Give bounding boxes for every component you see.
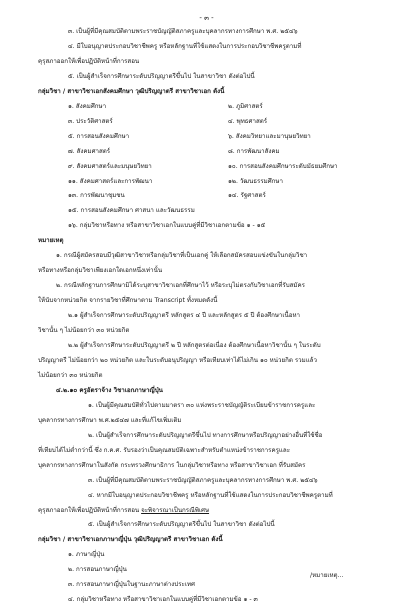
subject-item: ๑๔. รัฐศาสตร์ xyxy=(228,192,266,200)
subject-item: ๓. ประวัติศาสตร์ xyxy=(68,117,113,125)
jp-subject-group-heading: กลุ่มวิชา / สาขาวิชาเอกภาษาญี่ปุ่น วุฒิปริญญาตรี สาขาวิชาเอก ดังนี้ xyxy=(38,536,223,544)
subject-item: ๗. สังคมศาสตร์ xyxy=(68,147,111,155)
section-number: ๔.๒.๑๐ xyxy=(56,386,78,394)
page-number: - ๓ - xyxy=(199,14,214,22)
continuation-note: /หมายเหตุ... xyxy=(310,572,344,579)
subject-item: ๙. สังคมศาสตร์และมนุษยวิทยา xyxy=(68,162,152,170)
requirement-3: ๓. เป็นผู้ที่มีคุณสมบัติตามพระราชบัญญัติสภาครูและบุคลากรทางการศึกษา พ.ศ. ๒๕๔๖ xyxy=(68,28,298,35)
subject-item-15: ๑๕. การสอนสังคมศึกษา ศาสนา และวัฒนธรรม xyxy=(68,207,195,215)
jp-requirement-2-cont: ที่เทียบได้ไม่ต่ำกว่านี้ ซึ่ง ก.ค.ศ. รับรองว่าเป็นคุณสมบัติเฉพาะสำหรับตำแหน่งข้าราชการครูและ xyxy=(38,446,291,454)
subject-item-16: ๑๖. กลุ่มวิชาหรือทาง หรือสาขาวิชาเอกในแบบคู่ที่มีวิชาเอกตามข้อ ๑ - ๑๕ xyxy=(68,222,266,230)
jp-requirement-4: ๔. หากมีใบอนุญาตประกอบวิชาชีพครู หรือหลักฐานที่ใช้แสดงในการประกอบวิชาชีพครูตามที่ xyxy=(88,491,333,499)
note-1-cont: หรือทางหรือกลุ่มวิชาเพียงเอกใดเอกหนึ่งเท่านั้น xyxy=(38,267,163,275)
jp-requirement-2: ๒. เป็นผู้สำเร็จการศึกษาระดับปริญญาตรีขึ้นไป ทางการศึกษาหรือปริญญาอย่างอื่นที่ใช้ชื่อ xyxy=(88,431,323,439)
note-2-2-cont: ปริญญาตรี ไม่น้อยกว่า ๒๐ หน่วยกิต และในระดับอนุปริญญา หรือเทียบเท่าได้ไม่เกิน ๑๐ หน่วยกิต รวมแล้ว xyxy=(38,356,317,364)
note-2: ๒. กรณีหลักฐานการศึกษามิได้ระบุสาขาวิชาเอกที่ศึกษาไว้ หรือระบุไม่ตรงกับวิชาเอกที่รับสมัคร xyxy=(56,282,305,290)
subject-item: ๑. สังคมศึกษา xyxy=(68,102,107,110)
jp-requirement-1-cont: บุคลากรทางการศึกษา พ.ศ.๒๕๔๗ และที่แก้ไขเพิ่มเติม xyxy=(38,416,182,424)
jp-requirement-5: ๕. เป็นผู้สำเร็จการศึกษาระดับปริญญาตรีขึ้นไป ในสาขาวิชา ดังต่อไปนี้ xyxy=(88,521,275,529)
subject-item: ๖. สังคมวิทยาและมานุษยวิทยา xyxy=(228,132,311,140)
subject-item: ๔. พุทธศาสตร์ xyxy=(228,117,268,125)
note-2-2: ๒.๒ ผู้สำเร็จการศึกษาระดับปริญญาตรี ๒ ปี หลักสูตรต่อเนื่อง ต้องศึกษาเนื้อหาวิชานั้น ๆ ในระดับ xyxy=(68,342,321,350)
subject-list xyxy=(38,103,388,201)
subject-group-heading: กลุ่มวิชา / สาขาวิชาเอกสังคมศึกษา วุฒิปริญญาตรี สาขาวิชาเอก ดังนี้ xyxy=(38,87,225,95)
note-2-1-cont: วิชานั้น ๆ ไม่น้อยกว่า ๓๐ หน่วยกิต xyxy=(38,327,130,335)
subject-item: ๘. การพัฒนาสังคม xyxy=(228,147,280,155)
requirement-4-cont: คุรุสภาออกให้เพื่อปฏิบัติหน้าที่การสอน xyxy=(38,57,140,65)
note-label: หมายเหตุ xyxy=(38,237,64,245)
special-consideration-text: จะพิจารณาเป็นกรณีพิเศษ xyxy=(141,506,210,514)
jp-requirement-2-cont2: บุคลากรทางการศึกษาในสังกัด กระทรวงศึกษาธิการ ในกลุ่มวิชาหรือทาง หรือสาขาวิชาเอก ที่รับสมัคร xyxy=(38,461,306,469)
jp-requirement-4-cont xyxy=(38,507,388,515)
subject-item: ๑๒. วัฒนธรรมศึกษา xyxy=(228,177,283,185)
note-2-cont: ให้นับจากหน่วยกิต จากรายวิชาที่ศึกษาตาม Transcript ทั้งหมดดังนี้ xyxy=(38,297,218,305)
subject-item: ๕. การสอนสังคมศึกษา xyxy=(68,132,130,140)
jp-subject-4: ๔. กลุ่มวิชาหรือทาง หรือสาขาวิชาเอกในแบบคู่ที่มีวิชาเอกตามข้อ ๑ - ๓ xyxy=(68,596,258,604)
note-2-2-cont2: ไม่น้อยกว่า ๓๐ หน่วยกิต xyxy=(38,371,103,379)
subject-item: ๑๐. การสอนสังคมศึกษาระดับมัธยมศึกษา xyxy=(228,162,338,170)
section-heading xyxy=(38,387,388,395)
document-body xyxy=(38,28,388,611)
subject-item: ๑๑. สังคมศาสตร์และการพัฒนา xyxy=(68,177,153,185)
jp-requirement-3: ๓. เป็นผู้ที่มีคุณสมบัติตามพระราชบัญญัติสภาครูและบุคลากรทางการศึกษา พ.ศ. ๒๕๔๖ xyxy=(88,476,318,484)
jp-subject-2: ๒. การสอนภาษาญี่ปุ่น xyxy=(68,566,127,574)
section-title: ครูอัตราจ้าง วิชาเอกภาษาญี่ปุ่น xyxy=(79,386,163,394)
requirement-5: ๕. เป็นผู้สำเร็จการศึกษาระดับปริญญาตรีขึ้นไป ในสาขาวิชา ดังต่อไปนี้ xyxy=(68,72,255,80)
subject-item: ๒. ภูมิศาสตร์ xyxy=(228,102,263,110)
note-1: ๑. กรณีผู้สมัครสอบมีวุฒิสาขาวิชาหรือกลุ่มวิชาที่เป็นเอกคู่ ให้เลือกสมัครสอบแข่งขันในกลุ่มวิชา xyxy=(56,252,308,260)
jp-subject-1: ๑. ภาษาญี่ปุ่น xyxy=(68,551,105,559)
jp-subject-3: ๓. การสอนภาษาญี่ปุ่นในฐานะภาษาต่างประเทศ xyxy=(68,581,195,589)
jp-requirement-4-text: คุรุสภาออกให้เพื่อปฏิบัติหน้าที่การสอน xyxy=(38,506,142,514)
subject-item: ๑๓. การพัฒนาชุมชน xyxy=(68,192,125,200)
note-2-1: ๒.๑ ผู้สำเร็จการศึกษาระดับปริญญาตรี หลักสูตร ๔ ปี และหลักสูตร ๕ ปี ต้องศึกษาเนื้อหา xyxy=(68,312,301,320)
requirement-4: ๔. มีใบอนุญาตประกอบวิชาชีพครู หรือหลักฐานที่ใช้แสดงในการประกอบวิชาชีพครูตามที่ xyxy=(68,42,302,50)
jp-requirement-1: ๑. เป็นผู้มีคุณสมบัติทั่วไปตามมาตรา ๓๐ แห่งพระราชบัญญัติระเบียบข้าราชการครูและ xyxy=(88,401,316,409)
